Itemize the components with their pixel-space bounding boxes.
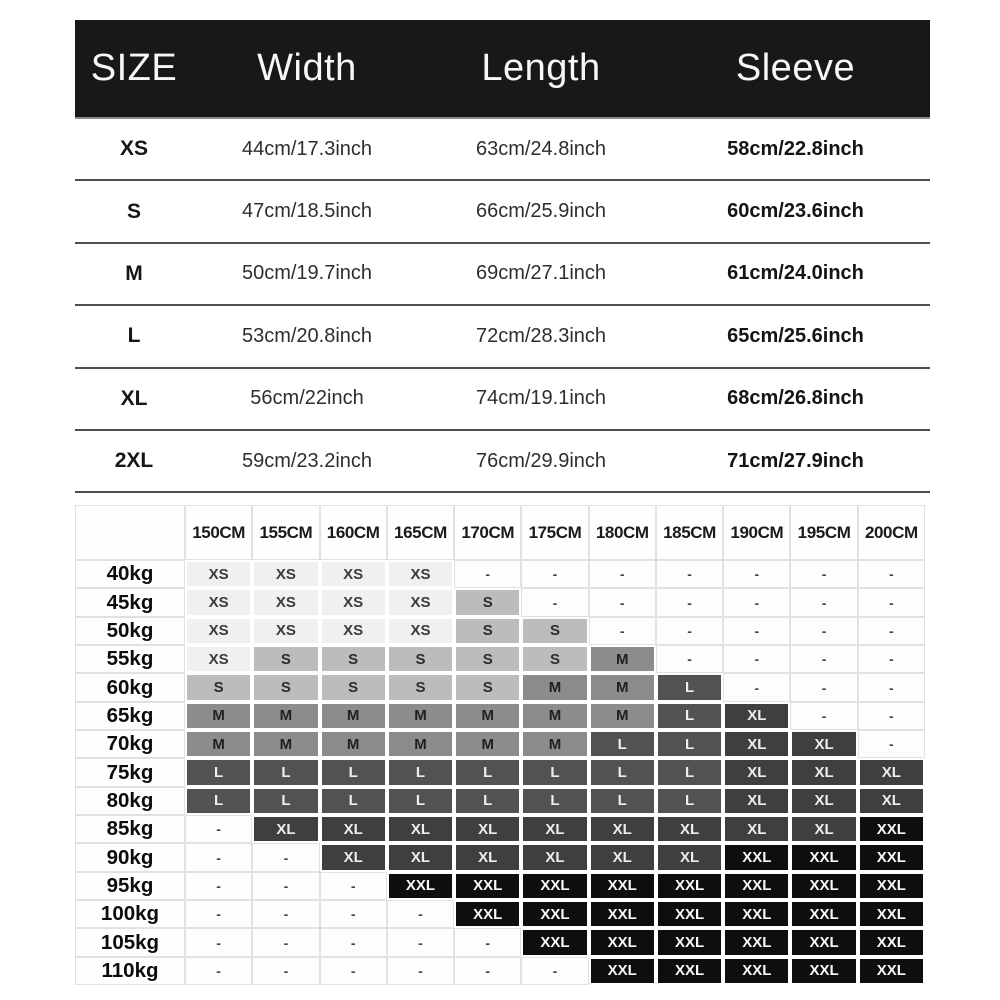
fit-cell: XXL bbox=[790, 843, 857, 871]
weight-label: 40kg bbox=[75, 560, 185, 588]
size-label: M bbox=[125, 261, 143, 285]
weight-label: 100kg bbox=[75, 900, 185, 928]
fit-cell: XL bbox=[656, 843, 723, 871]
fit-cell: - bbox=[589, 588, 656, 616]
fit-cell: L bbox=[320, 758, 387, 786]
fit-cell: - bbox=[454, 560, 521, 588]
fit-cell: XL bbox=[387, 843, 454, 871]
fit-cell: XL bbox=[521, 815, 588, 843]
fit-cell: L bbox=[656, 787, 723, 815]
weight-label: 80kg bbox=[75, 787, 185, 815]
fit-cell: - bbox=[656, 588, 723, 616]
fit-cell: S bbox=[387, 645, 454, 673]
fit-cell: XXL bbox=[790, 928, 857, 956]
fit-cell: M bbox=[387, 730, 454, 758]
fit-cell: - bbox=[454, 928, 521, 956]
fit-cell: - bbox=[723, 588, 790, 616]
width-value: 56cm/22inch bbox=[250, 387, 364, 410]
fit-cell: XXL bbox=[656, 900, 723, 928]
column-header-sleeve: Sleeve bbox=[735, 47, 856, 89]
fit-cell: M bbox=[521, 702, 588, 730]
height-header: 160CM bbox=[320, 505, 387, 560]
fit-cell: S bbox=[521, 645, 588, 673]
fit-cell: - bbox=[387, 928, 454, 956]
fit-cell: XXL bbox=[387, 872, 454, 900]
weight-label: 45kg bbox=[75, 588, 185, 616]
fit-cell: XS bbox=[320, 560, 387, 588]
fit-cell: XL bbox=[790, 787, 857, 815]
fit-cell: - bbox=[790, 702, 857, 730]
fit-cell: XXL bbox=[858, 815, 925, 843]
fit-cell: XL bbox=[656, 815, 723, 843]
fit-cell: - bbox=[790, 673, 857, 701]
fit-cell: - bbox=[387, 900, 454, 928]
fit-cell: M bbox=[185, 730, 252, 758]
height-header: 180CM bbox=[589, 505, 656, 560]
fit-cell: XL bbox=[723, 702, 790, 730]
fit-cell: XL bbox=[790, 758, 857, 786]
fit-cell: XS bbox=[387, 588, 454, 616]
weight-label: 70kg bbox=[75, 730, 185, 758]
size-label: 2XL bbox=[114, 449, 154, 473]
size-table-row bbox=[75, 119, 930, 181]
fit-cell: L bbox=[589, 758, 656, 786]
height-header: 200CM bbox=[858, 505, 925, 560]
fit-cell: XXL bbox=[656, 872, 723, 900]
fit-cell: XXL bbox=[521, 928, 588, 956]
fit-cell: L bbox=[589, 730, 656, 758]
length-value: 63cm/24.8inch bbox=[475, 137, 607, 160]
fit-cell: XXL bbox=[589, 928, 656, 956]
fit-cell: XL bbox=[589, 815, 656, 843]
length-value: 72cm/28.3inch bbox=[475, 324, 607, 347]
fit-cell: M bbox=[589, 702, 656, 730]
fit-cell: XS bbox=[387, 560, 454, 588]
fit-cell: M bbox=[454, 730, 521, 758]
fit-cell: XS bbox=[185, 588, 252, 616]
fit-cell: - bbox=[320, 872, 387, 900]
size-table-header-bar bbox=[75, 20, 930, 119]
fit-cell: M bbox=[521, 730, 588, 758]
fit-cell: XS bbox=[320, 617, 387, 645]
fit-cell: S bbox=[454, 673, 521, 701]
height-header: 150CM bbox=[185, 505, 252, 560]
fit-cell: XL bbox=[387, 815, 454, 843]
size-measurements-table bbox=[75, 20, 930, 493]
fit-cell: - bbox=[454, 957, 521, 985]
height-header: 190CM bbox=[723, 505, 790, 560]
fit-cell: S bbox=[320, 673, 387, 701]
fit-cell: M bbox=[454, 702, 521, 730]
fit-cell: XL bbox=[252, 815, 319, 843]
height-header: 170CM bbox=[454, 505, 521, 560]
fit-cell: L bbox=[185, 758, 252, 786]
fit-cell: - bbox=[521, 588, 588, 616]
fit-cell: XXL bbox=[723, 843, 790, 871]
fit-cell: M bbox=[252, 730, 319, 758]
weight-label: 85kg bbox=[75, 815, 185, 843]
fit-cell: - bbox=[320, 900, 387, 928]
fit-cell: L bbox=[387, 787, 454, 815]
fit-cell: - bbox=[589, 617, 656, 645]
fit-cell: - bbox=[185, 815, 252, 843]
fit-cell: XXL bbox=[454, 872, 521, 900]
fit-cell: - bbox=[858, 645, 925, 673]
height-header: 165CM bbox=[387, 505, 454, 560]
fit-cell: XXL bbox=[723, 900, 790, 928]
fit-cell: XXL bbox=[589, 957, 656, 985]
fit-cell: L bbox=[454, 787, 521, 815]
weight-label: 75kg bbox=[75, 758, 185, 786]
fit-cell: XS bbox=[185, 645, 252, 673]
fit-cell: S bbox=[521, 617, 588, 645]
column-header-width: Width bbox=[257, 47, 357, 89]
fit-cell: XS bbox=[320, 588, 387, 616]
fit-cell: - bbox=[387, 957, 454, 985]
fit-cell: L bbox=[521, 787, 588, 815]
fit-cell: - bbox=[521, 560, 588, 588]
weight-label: 105kg bbox=[75, 928, 185, 956]
fit-cell: - bbox=[858, 588, 925, 616]
size-table-row bbox=[75, 431, 930, 493]
fit-cell: L bbox=[387, 758, 454, 786]
fit-cell: XXL bbox=[858, 900, 925, 928]
fit-cell: S bbox=[320, 645, 387, 673]
fit-cell: - bbox=[252, 900, 319, 928]
fit-cell: L bbox=[656, 673, 723, 701]
fit-cell: XL bbox=[521, 843, 588, 871]
sleeve-value: 65cm/25.6inch bbox=[727, 324, 864, 347]
sleeve-value: 71cm/27.9inch bbox=[727, 449, 864, 472]
fit-cell: XS bbox=[387, 617, 454, 645]
fit-cell: M bbox=[387, 702, 454, 730]
fit-cell: XL bbox=[589, 843, 656, 871]
fit-cell: XS bbox=[252, 560, 319, 588]
fit-cell: - bbox=[320, 928, 387, 956]
fit-cell: XL bbox=[790, 730, 857, 758]
fit-cell: XL bbox=[858, 787, 925, 815]
fit-cell: L bbox=[521, 758, 588, 786]
fit-cell: - bbox=[858, 673, 925, 701]
column-header-length: Length bbox=[481, 47, 601, 89]
fit-cell: S bbox=[252, 645, 319, 673]
fit-cell: - bbox=[521, 957, 588, 985]
fit-cell: - bbox=[858, 730, 925, 758]
fit-cell: XL bbox=[454, 843, 521, 871]
weight-label: 110kg bbox=[75, 957, 185, 985]
fit-cell: L bbox=[454, 758, 521, 786]
fit-cell: - bbox=[790, 645, 857, 673]
column-header-size: SIZE bbox=[90, 47, 178, 89]
fit-cell: M bbox=[320, 702, 387, 730]
fit-cell: - bbox=[858, 560, 925, 588]
fit-cell: L bbox=[252, 787, 319, 815]
size-table-row bbox=[75, 369, 930, 431]
size-table-row bbox=[75, 181, 930, 243]
fit-cell: XXL bbox=[723, 872, 790, 900]
fit-cell: XXL bbox=[790, 872, 857, 900]
size-table-row bbox=[75, 244, 930, 306]
fit-cell: XL bbox=[790, 815, 857, 843]
height-header: 195CM bbox=[790, 505, 857, 560]
fit-cell: - bbox=[858, 702, 925, 730]
fit-cell: XL bbox=[320, 843, 387, 871]
fit-cell: S bbox=[454, 645, 521, 673]
fit-cell: - bbox=[589, 560, 656, 588]
fit-cell: XXL bbox=[858, 928, 925, 956]
fit-cell: M bbox=[252, 702, 319, 730]
fit-cell: - bbox=[790, 560, 857, 588]
fit-cell: XXL bbox=[858, 872, 925, 900]
width-value: 53cm/20.8inch bbox=[241, 324, 373, 347]
sleeve-value: 60cm/23.6inch bbox=[727, 200, 864, 223]
sleeve-value: 58cm/22.8inch bbox=[727, 137, 864, 160]
fit-cell: - bbox=[858, 617, 925, 645]
fit-cell: XL bbox=[454, 815, 521, 843]
size-label: S bbox=[126, 199, 141, 223]
fit-cell: - bbox=[723, 645, 790, 673]
fit-cell: XXL bbox=[723, 957, 790, 985]
fit-cell: XXL bbox=[589, 900, 656, 928]
height-header: 175CM bbox=[521, 505, 588, 560]
fit-cell: - bbox=[723, 617, 790, 645]
fit-cell: - bbox=[252, 928, 319, 956]
weight-label: 65kg bbox=[75, 702, 185, 730]
fit-cell: S bbox=[454, 588, 521, 616]
fit-cell: S bbox=[454, 617, 521, 645]
fit-cell: XL bbox=[723, 758, 790, 786]
width-value: 47cm/18.5inch bbox=[241, 200, 373, 223]
sleeve-value: 68cm/26.8inch bbox=[727, 387, 864, 410]
length-value: 66cm/25.9inch bbox=[475, 200, 607, 223]
fit-cell: - bbox=[185, 928, 252, 956]
fit-cell: XS bbox=[252, 617, 319, 645]
weight-label: 95kg bbox=[75, 872, 185, 900]
width-value: 44cm/17.3inch bbox=[241, 137, 373, 160]
fit-cell: XS bbox=[185, 560, 252, 588]
fit-cell: M bbox=[589, 673, 656, 701]
weight-label: 60kg bbox=[75, 673, 185, 701]
fit-cell: - bbox=[185, 843, 252, 871]
fit-cell: L bbox=[185, 787, 252, 815]
fit-cell: XS bbox=[185, 617, 252, 645]
fit-cell: S bbox=[185, 673, 252, 701]
size-label: L bbox=[127, 324, 141, 348]
fit-cell: - bbox=[185, 872, 252, 900]
fit-cell: - bbox=[723, 673, 790, 701]
weight-label: 55kg bbox=[75, 645, 185, 673]
fit-cell: XL bbox=[858, 758, 925, 786]
weight-label: 90kg bbox=[75, 843, 185, 871]
width-value: 59cm/23.2inch bbox=[241, 449, 373, 472]
size-table-body bbox=[75, 119, 930, 493]
fit-cell: L bbox=[589, 787, 656, 815]
matrix-corner-cell bbox=[75, 505, 185, 560]
fit-cell: - bbox=[185, 957, 252, 985]
height-header: 155CM bbox=[252, 505, 319, 560]
sleeve-value: 61cm/24.0inch bbox=[727, 262, 864, 285]
fit-cell: XXL bbox=[521, 872, 588, 900]
fit-cell: XL bbox=[723, 815, 790, 843]
length-value: 69cm/27.1inch bbox=[475, 262, 607, 285]
fit-cell: XXL bbox=[790, 900, 857, 928]
height-header: 185CM bbox=[656, 505, 723, 560]
fit-cell: XS bbox=[252, 588, 319, 616]
fit-cell: XXL bbox=[521, 900, 588, 928]
fit-cell: L bbox=[252, 758, 319, 786]
fit-cell: XXL bbox=[454, 900, 521, 928]
fit-cell: XXL bbox=[790, 957, 857, 985]
size-label: XL bbox=[120, 386, 148, 410]
fit-cell: S bbox=[252, 673, 319, 701]
length-value: 74cm/19.1inch bbox=[475, 387, 607, 410]
fit-cell: XL bbox=[723, 787, 790, 815]
fit-cell: XXL bbox=[723, 928, 790, 956]
fit-cell: - bbox=[252, 957, 319, 985]
fit-cell: M bbox=[185, 702, 252, 730]
fit-cell: - bbox=[656, 645, 723, 673]
fit-cell: L bbox=[656, 730, 723, 758]
fit-cell: M bbox=[521, 673, 588, 701]
fit-cell: - bbox=[790, 588, 857, 616]
fit-cell: - bbox=[320, 957, 387, 985]
fit-cell: XXL bbox=[656, 957, 723, 985]
fit-cell: M bbox=[320, 730, 387, 758]
fit-cell: XL bbox=[723, 730, 790, 758]
width-value: 50cm/19.7inch bbox=[241, 262, 373, 285]
fit-cell: L bbox=[320, 787, 387, 815]
fit-cell: - bbox=[723, 560, 790, 588]
fit-cell: XXL bbox=[589, 872, 656, 900]
fit-cell: XXL bbox=[858, 843, 925, 871]
size-table-row bbox=[75, 306, 930, 368]
fit-cell: S bbox=[387, 673, 454, 701]
length-value: 76cm/29.9inch bbox=[475, 449, 607, 472]
fit-cell: L bbox=[656, 702, 723, 730]
height-weight-matrix bbox=[75, 505, 925, 985]
size-label: XS bbox=[119, 137, 148, 161]
weight-label: 50kg bbox=[75, 617, 185, 645]
fit-cell: - bbox=[185, 900, 252, 928]
fit-cell: M bbox=[589, 645, 656, 673]
fit-cell: XL bbox=[320, 815, 387, 843]
fit-cell: XXL bbox=[656, 928, 723, 956]
fit-cell: - bbox=[252, 843, 319, 871]
fit-cell: - bbox=[656, 617, 723, 645]
fit-cell: - bbox=[252, 872, 319, 900]
fit-cell: L bbox=[656, 758, 723, 786]
fit-cell: - bbox=[656, 560, 723, 588]
fit-cell: XXL bbox=[858, 957, 925, 985]
fit-cell: - bbox=[790, 617, 857, 645]
